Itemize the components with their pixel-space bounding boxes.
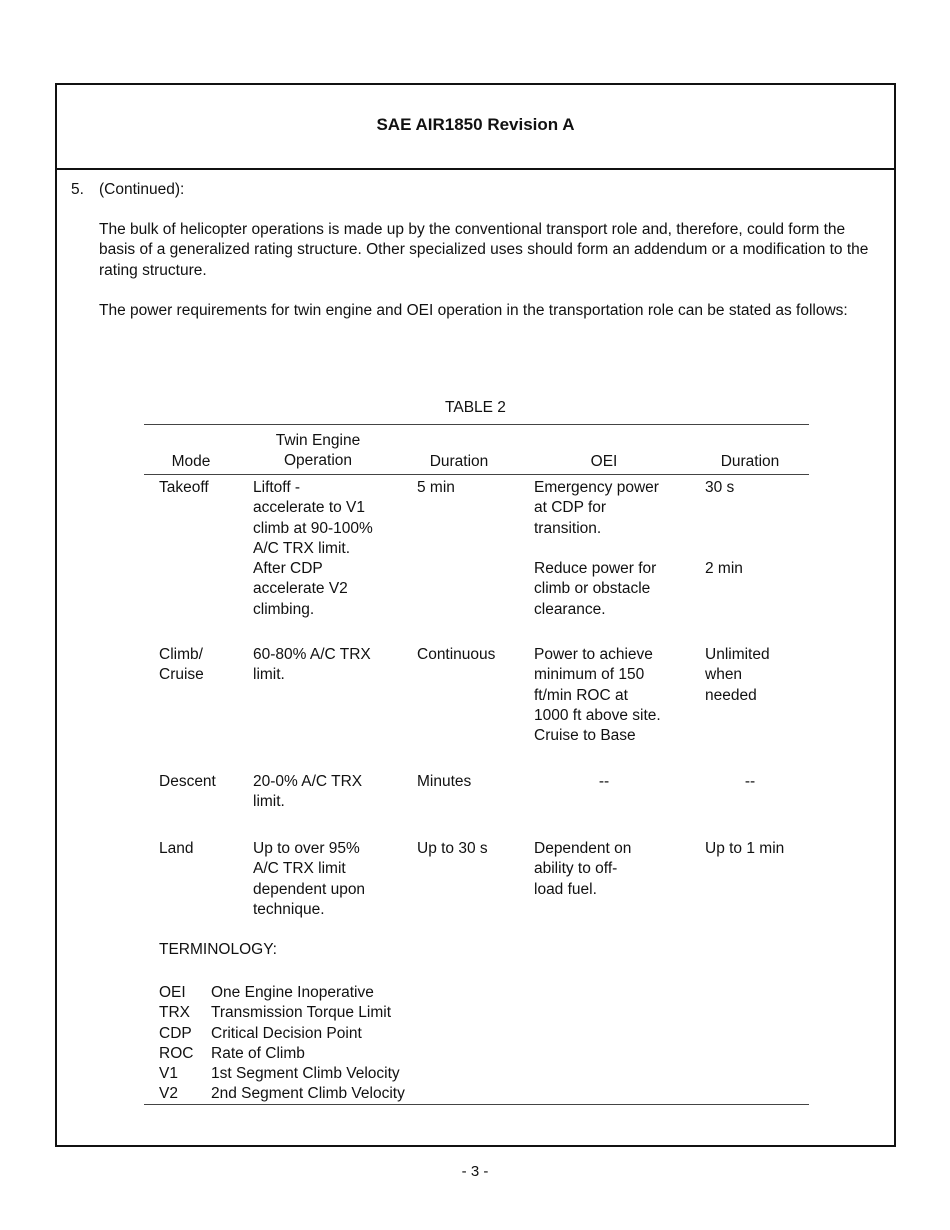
table-bottom-rule [144, 1104, 809, 1105]
header-twin-engine: Twin Engine Operation [275, 432, 361, 470]
table-cell-twin: Liftoff - accelerate to V1 climb at 90-100% A/C TRX limit. After CDP accelerate V2 climbing. [253, 479, 373, 618]
table-cell-twin: 20-0% A/C TRX limit. [253, 773, 363, 811]
table-cell-mode: Land [159, 840, 194, 857]
section-heading: (Continued): [99, 181, 185, 198]
table-cell-oei: -- [598, 773, 610, 790]
table-cell-mode: Descent [159, 773, 216, 790]
table-cell-duration: Minutes [417, 773, 472, 790]
header-mode: Mode [171, 453, 211, 470]
terminology-definition: 1st Segment Climb Velocity [211, 1065, 400, 1082]
terminology-abbr: OEI [159, 984, 186, 1001]
document-title: SAE AIR1850 Revision A [376, 115, 575, 134]
table-cell-duration: 5 min [417, 479, 455, 496]
terminology-abbr: V2 [159, 1085, 178, 1102]
terminology-definition: Critical Decision Point [211, 1025, 362, 1042]
table-cell-mode: Takeoff [159, 479, 209, 496]
terminology-title: TERMINOLOGY: [159, 941, 277, 958]
table-cell-oei: Emergency power at CDP for transition. Reduce power for climb or obstacle clearance. [534, 479, 659, 618]
terminology-definition: One Engine Inoperative [211, 984, 374, 1001]
table-title: TABLE 2 [445, 399, 506, 416]
table-cell-twin: 60-80% A/C TRX limit. [253, 646, 371, 684]
table-cell-duration: Up to 30 s [417, 840, 488, 857]
terminology-definition: Transmission Torque Limit [211, 1004, 392, 1021]
table-cell-oei-duration: Unlimited when needed [705, 646, 770, 704]
terminology-abbr: ROC [159, 1045, 194, 1062]
paragraph-1: The bulk of helicopter operations is made up by the conventional transport role and, therefore, could form the basis of a generalized rating structure. Other specialized uses should form an addendum or a modification to the rating structure. [99, 221, 869, 279]
page-number: - 3 - [461, 1163, 489, 1180]
table-cell-oei-duration: -- [744, 773, 756, 790]
paragraph-2: The power requirements for twin engine and OEI operation in the transportation role can be stated as follows: [99, 302, 848, 319]
terminology-definition: 2nd Segment Climb Velocity [211, 1085, 405, 1102]
terminology-abbr: CDP [159, 1025, 192, 1042]
table-cell-oei-duration: 30 s 2 min [705, 479, 743, 578]
page-frame [55, 83, 896, 1147]
section-number: 5. [71, 181, 84, 198]
header-oei: OEI [590, 453, 618, 470]
table-top-rule [144, 424, 809, 425]
table-cell-oei: Dependent on ability to off- load fuel. [534, 840, 632, 898]
terminology-definition: Rate of Climb [211, 1045, 305, 1062]
terminology-abbr: TRX [159, 1004, 190, 1021]
document-header [57, 85, 894, 170]
terminology-abbr: V1 [159, 1065, 178, 1082]
table-cell-mode: Climb/ Cruise [159, 646, 204, 684]
table-cell-oei-duration: Up to 1 min [705, 840, 785, 857]
header-oei-duration: Duration [720, 453, 780, 470]
header-duration: Duration [429, 453, 489, 470]
table-cell-twin: Up to over 95% A/C TRX limit dependent upon technique. [253, 840, 366, 918]
table-cell-duration: Continuous [417, 646, 496, 663]
table-header-rule [144, 474, 809, 475]
table-cell-oei: Power to achieve minimum of 150 ft/min ROC at 1000 ft above site. Cruise to Base [534, 646, 661, 745]
